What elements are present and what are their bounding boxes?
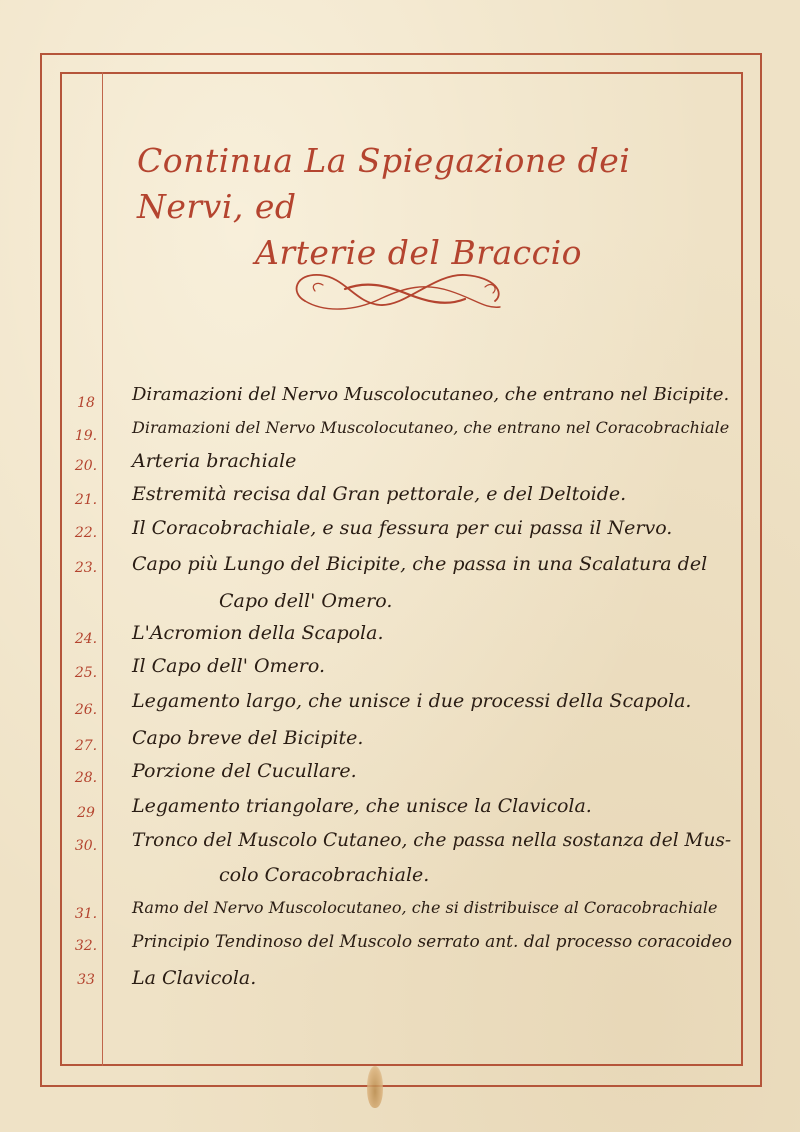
entry-text: Tronco del Muscolo Cutaneo, che passa nella sostanza del Mus- (132, 830, 732, 851)
entry-number: 29 (77, 805, 95, 821)
entry-number: 27. (74, 738, 98, 754)
entry-text: Porzione del Cucullare. (132, 760, 357, 782)
paper-stain (367, 1066, 383, 1108)
entry-text: Legamento triangolare, che unisce la Clavicola. (132, 795, 592, 817)
entry-number: 18 (77, 395, 95, 411)
entry-number: 23. (74, 560, 98, 576)
title-line-1: Continua La Spiegazione dei Nervi, ed (137, 141, 631, 226)
entry-text: Legamento largo, che unisce i due processi della Scapola. (132, 690, 692, 712)
entry-text-continuation: Capo dell' Omero. (219, 590, 393, 612)
entry-text: Capo breve del Bicipite. (132, 727, 364, 749)
entry-number: 26. (74, 702, 98, 718)
entry-number: 20. (74, 458, 98, 474)
entry-text: Arteria brachiale (132, 450, 297, 472)
entry-number: 33 (77, 972, 95, 988)
entry-text: La Clavicola. (132, 967, 257, 989)
entry-text: Il Capo dell' Omero. (132, 655, 326, 677)
entry-text: Estremità recisa dal Gran pettorale, e del Deltoide. (132, 483, 627, 505)
entry-number: 28. (74, 770, 98, 786)
entry-text: Capo più Lungo del Bicipite, che passa in una Scalatura del (132, 553, 708, 575)
entry-text-continuation: colo Coracobrachiale. (219, 864, 430, 886)
entry-text: Ramo del Nervo Muscolocutaneo, che si distribuisce al Coracobrachiale (132, 898, 718, 917)
entry-number: 25. (74, 665, 98, 681)
entry-text: Principio Tendinoso del Muscolo serrato ant. dal processo coracoideo (132, 932, 732, 952)
entry-text: L'Acromion della Scapola. (132, 622, 384, 644)
title-line-2: Arterie del Braccio (255, 233, 583, 272)
entry-text: Diramazioni del Nervo Muscolocutaneo, che entrano nel Bicipite. (132, 384, 730, 405)
entry-text: Il Coracobrachiale, e sua fessura per cui passa il Nervo. (132, 517, 673, 539)
entry-number: 31. (74, 906, 98, 922)
entry-number: 21. (74, 492, 98, 508)
entry-number: 22. (74, 525, 98, 541)
entry-number: 30. (74, 838, 98, 854)
entry-number: 24. (74, 631, 98, 647)
entry-number: 19. (74, 428, 98, 444)
entry-number: 32. (74, 938, 98, 954)
entry-text: Diramazioni del Nervo Muscolocutaneo, che entrano nel Coracobrachiale (132, 418, 730, 437)
